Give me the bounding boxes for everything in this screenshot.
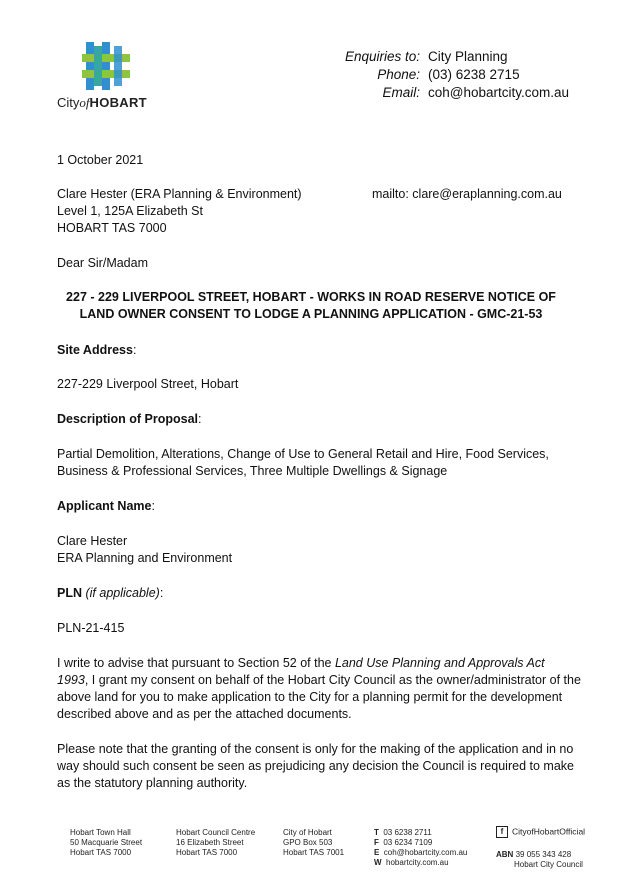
applicant-organisation: ERA Planning and Environment <box>57 551 233 565</box>
subject-line-2: LAND OWNER CONSENT TO LODGE A PLANNING APPLICATION - GMC-21-53 <box>79 307 543 321</box>
description-heading: Description of Proposal: <box>57 412 202 426</box>
description-line-2: Business & Professional Services, Three Multiple Dwellings & Signage <box>57 464 448 478</box>
facebook-icon: f <box>496 826 508 838</box>
paragraph-2-line-1: Please note that the granting of the consent is only for the making of the application and in no <box>57 742 574 756</box>
recipient-name: Clare Hester (ERA Planning & Environment) <box>57 187 302 201</box>
email-label: Email: <box>382 85 420 100</box>
paragraph-1-line-3: above land for you to make application to the City for a planning permit for the development <box>57 690 563 704</box>
site-address-heading: Site Address: <box>57 343 137 357</box>
footer-website-link[interactable]: hobartcity.com.au <box>386 858 449 867</box>
paragraph-2-line-3: as the statutory planning authority. <box>57 776 248 790</box>
applicant-name: Clare Hester <box>57 534 128 548</box>
footer-abn: ABN 39 055 343 428 Hobart City Council <box>496 850 583 869</box>
applicant-heading: Applicant Name: <box>57 499 155 513</box>
footer-contact: T 03 6238 2711 F 03 6234 7109 E coh@hobartcity.com.au W hobartcity.com.au <box>374 828 468 867</box>
recipient-city-line: HOBART TAS 7000 <box>57 221 167 235</box>
enquiries-block <box>330 48 569 102</box>
enquiries-value: City Planning <box>428 49 508 64</box>
salutation: Dear Sir/Madam <box>57 256 148 270</box>
email-value[interactable]: coh@hobartcity.com.au <box>428 85 570 100</box>
phone-label: Phone: <box>377 67 420 82</box>
footer-council-centre: Hobart Council Centre 16 Elizabeth Street Hobart TAS 7000 <box>176 828 256 857</box>
recipient-address-line: Level 1, 125A Elizabeth St <box>57 204 203 218</box>
footer-facebook[interactable]: f CityofHobartOfficial <box>496 826 585 838</box>
enquiries-label: Enquiries to: <box>344 49 420 64</box>
footer-email-link[interactable]: coh@hobartcity.com.au <box>383 848 468 857</box>
site-address-value: 227-229 Liverpool Street, Hobart <box>57 377 239 391</box>
paragraph-1-line-4: described above and as per the attached documents. <box>57 707 352 721</box>
pln-heading: PLN (if applicable): <box>57 586 164 600</box>
footer-postal: City of Hobart GPO Box 503 Hobart TAS 7001 <box>283 828 345 857</box>
description-line-1: Partial Demolition, Alterations, Change of Use to General Retail and Hire, Food Services, <box>57 447 549 461</box>
letter-date: 1 October 2021 <box>57 153 144 167</box>
paragraph-1-line-1: I write to advise that pursuant to Section 52 of the Land Use Planning and Approvals Act <box>57 656 545 670</box>
subject-line-1: 227 - 229 LIVERPOOL STREET, HOBART - WORKS IN ROAD RESERVE NOTICE OF <box>66 290 556 304</box>
pln-value: PLN-21-415 <box>57 621 125 635</box>
footer-town-hall: Hobart Town Hall 50 Macquarie Street Hobart TAS 7000 <box>70 828 143 857</box>
paragraph-2-line-2: way should such consent be seen as prejudicing any decision the Council is required to make <box>57 759 574 773</box>
recipient-mailto[interactable]: mailto: clare@eraplanning.com.au <box>372 187 562 201</box>
logo-wordmark: CityofHOBART <box>57 95 147 110</box>
paragraph-1-line-2: 1993, I grant my consent on behalf of the Hobart City Council as the owner/administrator of the <box>57 673 581 687</box>
phone-value: (03) 6238 2715 <box>428 67 520 82</box>
